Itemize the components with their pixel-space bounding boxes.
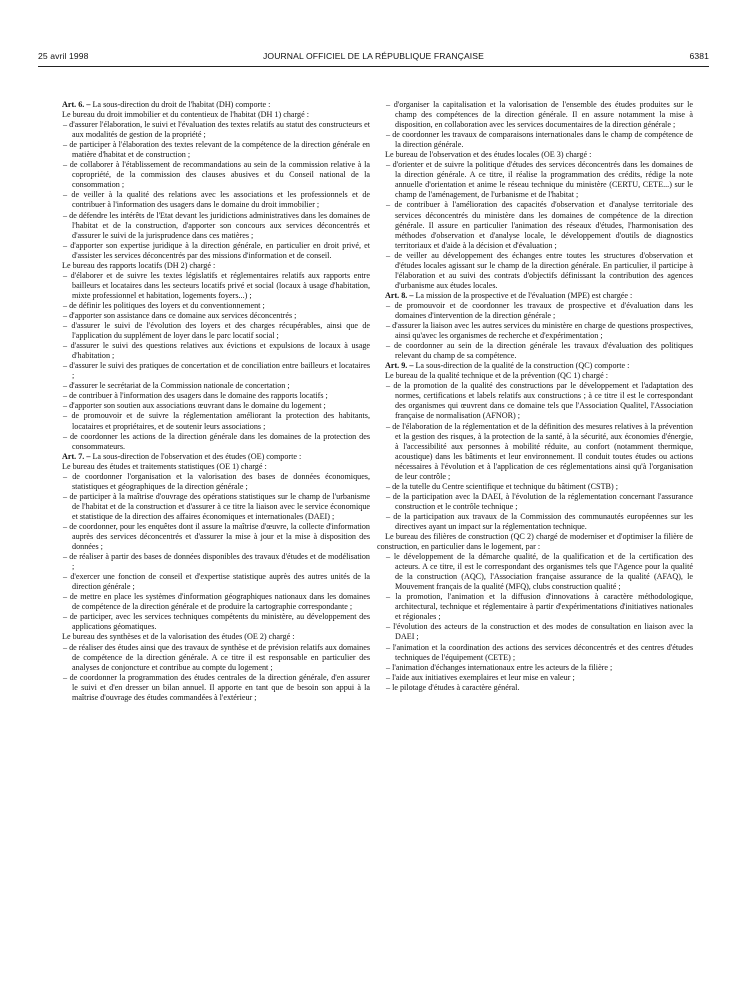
- list-item: – de défendre les intérêts de l'Etat devant les juridictions administratives dans les domaines de l'habitat et de la construction, d'apporter son concours aux services déconcentrés et d'assurer le suivi de la jurisprudence dans ces matières ;: [63, 210, 370, 240]
- article-heading: [54, 452, 370, 462]
- list-item: – de réaliser des études ainsi que des travaux de synthèse et de prévision relatifs aux domaines de compétence de la direction générale. A ce titre il est responsable en particulier des analyses de conjoncture et contribue au compte du logement ;: [63, 642, 370, 672]
- list-item: – d'assurer le secrétariat de la Commission nationale de concertation ;: [63, 381, 290, 391]
- list-item: – d'assurer le suivi de l'évolution des loyers et des charges récupérables, ainsi que de l'application du supplément de loyer dans le parc locatif social ;: [63, 321, 370, 341]
- article-label: Art. 7. –: [62, 451, 91, 461]
- list-item: – de la participation aux travaux de la Commission des communautés européennes sur les directives ayant un impact sur la réglementation technique.: [386, 511, 693, 531]
- list-item: – d'assurer le suivi des questions relatives aux évictions et expulsions de locaux à usage d'habitation ;: [63, 341, 370, 361]
- list-item: – de participer à la maîtrise d'ouvrage des opérations statistiques sur le champ de l'urbanisme de l'habitat et de la construction et d'assurer à ce titre la liaison avec le service économique et statistique de la direction des affaires économiques et internationales (DAEI) ;: [63, 491, 370, 521]
- list-item: – de définir les politiques des loyers et du conventionnement ;: [63, 300, 265, 310]
- list-item: – d'assurer la liaison avec les autres services du ministère en charge de questions prospectives, ainsi qu'avec les organismes de recherche et d'expérimentation ;: [386, 321, 693, 341]
- article-label: Art. 8. –: [385, 290, 414, 300]
- paragraph: Le bureau de la qualité technique et de la prévention (QC 1) chargé :: [385, 371, 608, 381]
- article-text: La sous-direction de la qualité de la construction (QC) comporte :: [413, 361, 630, 371]
- list-item: – l'évolution des acteurs de la construction et des modes de consultation en liaison avec la DAEI ;: [386, 622, 693, 642]
- paragraph: Le bureau des études et traitements statistiques (OE 1) chargé :: [62, 461, 267, 471]
- list-item: – le développement de la démarche qualité, de la qualification et de la certification des acteurs. A ce titre, il est le correspondant des organismes tels que l'Agence pour la qualité de la construction (AQC), l'Association française assurance de la qualité (AFAQ), le Mouvement français de la qualité (MFQ), clubs construction qualité ;: [386, 552, 693, 592]
- header-page-number: 6381: [689, 51, 709, 61]
- list-item: – de coordonner la programmation des études centrales de la direction générale, d'en assurer le suivi et d'en dresser un bilan annuel. Il apporte en tant que de besoin son appui à la maîtrise d'ouvrage des études commandées à l'extérieur ;: [63, 672, 370, 702]
- list-item: – d'assurer l'élaboration, le suivi et l'évaluation des textes relatifs au statut des constructeurs et aux modalités de gestion de la propriété ;: [63, 120, 370, 140]
- list-item: – de coordonner au sein de la direction générale les travaux d'évaluation des politiques relevant du champ de sa compétence.: [386, 341, 693, 361]
- article-text: La sous-direction de l'observation et des études (OE) comporte :: [90, 451, 302, 461]
- list-item: – l'animation d'échanges internationaux entre les acteurs de la filière ;: [386, 662, 613, 672]
- list-item: – la promotion, l'animation et la diffusion d'innovations à caractère méthodologique, architectural, technique et réglementaire à partir d'expérimentations d'initiatives nationales et régionales ;: [386, 592, 693, 622]
- right-column: [377, 100, 693, 693]
- list-item: – d'apporter son expertise juridique à la direction générale, en particulier en droit privé, et d'assister les services déconcentrés par des missions d'information et de conseil.: [63, 240, 370, 260]
- header-rule: [38, 66, 709, 67]
- list-item: – de veiller au développement des échanges entre toutes les structures d'observation et d'études locales agissant sur le champ de la direction générale. En particulier, il participe à l'élaboration et au suivi des contrats d'objectifs définissant la contribution des agences d'urbanisme aux études locales.: [386, 250, 693, 290]
- list-item: – de participer, avec les services techniques compétents du ministère, au développement des applications géomatiques.: [63, 612, 370, 632]
- list-item: – l'animation et la coordination des actions des services déconcentrés et des centres d'études techniques de l'équipement (CETE) ;: [386, 642, 693, 662]
- list-item: – de l'élaboration de la réglementation et de la définition des mesures relatives à la prévention et la gestion des risques, à la protection de la santé, à la sécurité, aux économies d'énergie, à l'accessibilité aux personnes à mobilité réduite, au confort (notamment thermique, acoustique) dans les bâtiments et leur environnement. Il conduit toutes études ou actions nécessaires à l'évolution et à l'application de ces réglementations ainsi qu'à l'organisation de leur contrôle ;: [386, 421, 693, 481]
- list-item: – de promouvoir et de suivre la réglementation améliorant la protection des habitants, locataires et propriétaires, et de soutenir leurs associations ;: [63, 411, 370, 431]
- list-item: – d'exercer une fonction de conseil et d'expertise statistique auprès des autres unités de la direction générale ;: [63, 572, 370, 592]
- list-item: – de contribuer à l'information des usagers dans le domaine des rapports locatifs ;: [63, 391, 328, 401]
- header-journal-title: JOURNAL OFFICIEL DE LA RÉPUBLIQUE FRANÇAISE: [263, 51, 484, 61]
- header-date: 25 avril 1998: [38, 51, 89, 61]
- list-item: – d'apporter son assistance dans ce domaine aux services déconcentrés ;: [63, 310, 297, 320]
- list-item: – de participer à l'élaboration des textes relevant de la compétence de la direction générale en matière d'habitat et de construction ;: [63, 140, 370, 160]
- article-label: Art. 9. –: [385, 361, 414, 371]
- article-heading: [377, 361, 693, 371]
- list-item: – de coordonner l'organisation et la valorisation des bases de données économiques, statistiques et géographiques de la direction générale ;: [63, 471, 370, 491]
- paragraph: Le bureau du droit immobilier et du contentieux de l'habitat (DH 1) chargé :: [62, 110, 310, 120]
- list-item: – de la promotion de la qualité des constructions par le développement et l'adaptation des normes, certifications et labels relatifs aux constructions ; à ce titre il est le correspondant des organismes qui œuvrent dans ce domaine tels que l'Association Qualitel, l'Association française de normalisation (AFNOR) ;: [386, 381, 693, 421]
- paragraph: Le bureau des synthèses et de la valorisation des études (OE 2) chargé :: [62, 632, 295, 642]
- list-item: – de coordonner les actions de la direction générale dans les domaines de la protection des consommateurs.: [63, 431, 370, 451]
- list-item: – de contribuer à l'amélioration des capacités d'observation et d'analyse territoriale des services déconcentrés du ministère dans les domaines de compétence de la direction générale. Il assure en particulier l'animation des réseaux d'études, l'harmonisation des méthodes d'observation et d'analyse locale, le développement d'outils de diagnostics territoriaux et d'aide à la décision et d'évaluation ;: [386, 200, 693, 250]
- list-item: – de la participation avec la DAEI, à l'évolution de la réglementation concernant l'assurance construction et le contrôle technique ;: [386, 491, 693, 511]
- list-item: – le pilotage d'études à caractère général.: [386, 682, 520, 692]
- article-text: La sous-direction du droit de l'habitat (DH) comporte :: [90, 100, 271, 109]
- list-item: – d'orienter et de suivre la politique d'études des services déconcentrés dans les domaines de la direction générale. A ce titre, il réalise la programmation des crédits, rédige la note annuelle d'orientation et anime le réseau technique du ministère (CERTU, CETE...) sur le champ de l'aménagement, de l'urbanisme et de l'habitat ;: [386, 160, 693, 200]
- list-item: – de coordonner, pour les enquêtes dont il assure la maîtrise d'œuvre, la collecte d'information auprès des services déconcentrés et d'assurer la mise à jour et la mise à disposition des données ;: [63, 521, 370, 552]
- left-column: [54, 100, 370, 703]
- article-label: Art. 6. –: [62, 100, 91, 109]
- paragraph: Le bureau des filières de construction (QC 2) chargé de moderniser et d'optimiser la filière de construction, en particulier dans le logement, par :: [377, 532, 693, 552]
- list-item: – de réaliser à partir des bases de données disponibles des travaux d'études et de modélisation ;: [63, 552, 370, 572]
- article-heading: [54, 100, 370, 110]
- list-item: – d'élaborer et de suivre les textes législatifs et réglementaires relatifs aux rapports entre bailleurs et locataires dans les secteurs locatifs privé et social (locaux à usage d'habitation, mixte professionnel et habitation, logements foyers...) ;: [63, 270, 370, 300]
- list-item: – d'assurer le suivi des pratiques de concertation et de conciliation entre bailleurs et locataires ;: [63, 361, 370, 381]
- list-item: – de la tutelle du Centre scientifique et technique du bâtiment (CSTB) ;: [386, 481, 618, 491]
- article-heading: [377, 291, 693, 301]
- list-item: – de collaborer à l'établissement de recommandations au sein de la commission relative à la copropriété, de la commission des clauses abusives et du Conseil national de la consommation ;: [63, 160, 370, 190]
- page-header: [38, 51, 709, 65]
- paragraph: Le bureau de l'observation et des études locales (OE 3) chargé :: [385, 150, 592, 160]
- article-text: La mission de la prospective et de l'évaluation (MPE) est chargée :: [413, 290, 633, 300]
- list-item: – de veiller à la qualité des relations avec les associations et les professionnels et de contribuer à l'information des usagers dans le domaine du droit immobilier ;: [63, 190, 370, 210]
- list-item: – l'aide aux initiatives exemplaires et leur mise en valeur ;: [386, 672, 575, 682]
- list-item: – de promouvoir et de coordonner les travaux de prospective et d'évaluation dans les domaines d'intervention de la direction générale ;: [386, 300, 693, 320]
- list-item: – de coordonner les travaux de comparaisons internationales dans le champ de compétence de la direction générale.: [386, 130, 693, 150]
- paragraph: Le bureau des rapports locatifs (DH 2) chargé :: [62, 260, 216, 270]
- list-item: – de mettre en place les systèmes d'information géographiques nationaux dans les domaines de compétence de la direction générale et de produire la cartographie correspondante ;: [63, 592, 370, 612]
- list-item: – d'organiser la capitalisation et la valorisation de l'ensemble des études produites sur le champ des compétences de la direction générale. Il en assure notamment la mise à disposition, en collaboration avec les services documentaires de la direction générale ;: [386, 100, 693, 130]
- list-item: – d'apporter son soutien aux associations œuvrant dans le domaine du logement ;: [63, 401, 326, 411]
